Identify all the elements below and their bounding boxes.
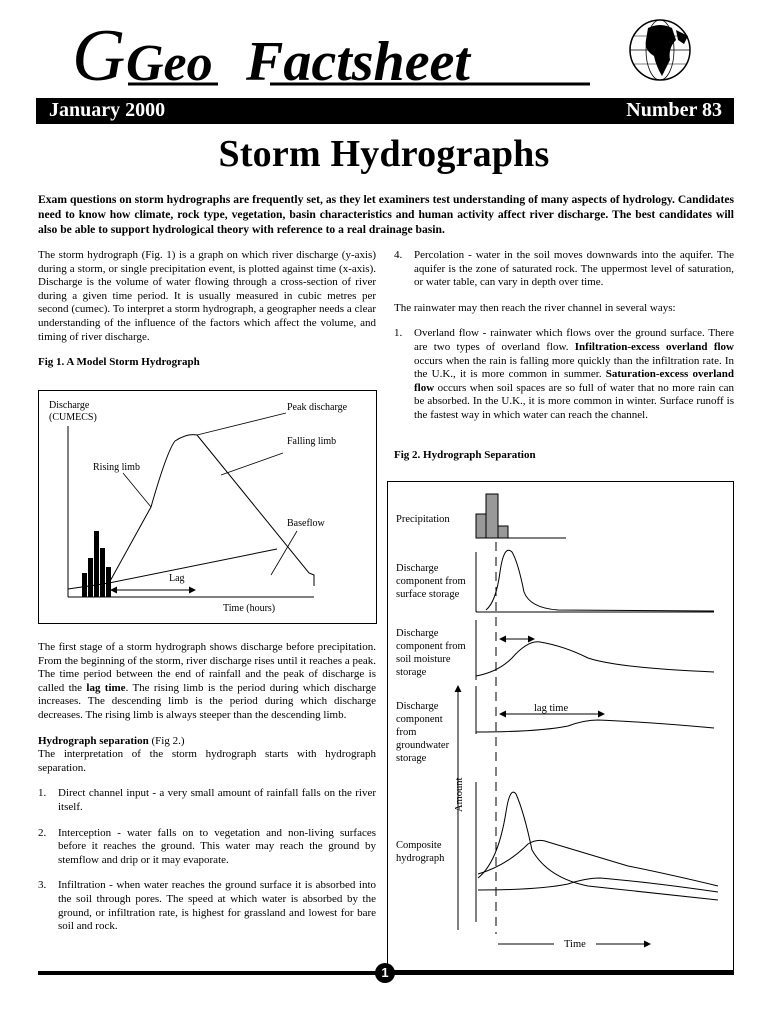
rain-bar	[82, 573, 87, 597]
fig1-lag-label: Lag	[169, 573, 185, 584]
rain-bar	[100, 548, 105, 597]
fig2-precip-label: Precipitation	[396, 514, 450, 525]
svg-text:storage: storage	[396, 667, 427, 678]
fig2-title: Fig 2. Hydrograph Separation	[394, 448, 536, 461]
issue-number: Number 83	[626, 99, 722, 121]
svg-text:groundwater: groundwater	[396, 740, 450, 751]
intro-paragraph: Exam questions on storm hydrographs are frequently set, as they let examiners test understanding of many aspects of hydrology. Candidates need to know how climate, rock type, vegetation, basin characteristics and human activity affect river discharge. The best candidates will also be able to support hydrological theory with reference to a real drainage basin.	[38, 193, 734, 236]
surface-curve	[486, 550, 714, 611]
fig1-peak-label: Peak discharge	[287, 402, 348, 413]
precip-bar	[498, 526, 508, 538]
list-item: 1. Direct channel input - a very small amount of rainfall falls on the river itself.	[38, 787, 376, 813]
masthead	[0, 0, 768, 98]
list-item: 1. Overland flow - rainwater which flows over the ground surface. There are two types of overland flow. Infiltration-excess overland flow occurs when the rain is falling more quickly than the infiltration rate. In the U.K., it is more common in summer. Saturation-excess overland flow occurs when soil spaces are so full of water that no more rain can be absorbed. In the U.K., it is more common in winter. Surface runoff is the fastest way in which water can reach the channel.	[394, 327, 734, 421]
precip-bar	[476, 514, 486, 538]
left-column-top	[38, 249, 376, 370]
page-number: 1	[375, 963, 395, 983]
svg-text:component from: component from	[396, 641, 466, 652]
precip-bar	[486, 494, 498, 538]
logo-g: G	[72, 15, 126, 97]
paragraph-channel: The rainwater may then reach the river channel in several ways:	[394, 301, 676, 314]
separation-heading: Hydrograph separation (Fig 2.)	[38, 734, 185, 747]
page-title: Storm Hydrographs	[218, 133, 550, 175]
groundwater-curve	[476, 720, 714, 732]
rain-bar	[94, 531, 99, 597]
left-column-bottom	[38, 641, 376, 934]
list-item: 2. Interception - water falls on to vegetation and non-living surfaces before it reaches the ground. This water may reach the ground by stemflow and drip or it may evaporate.	[38, 826, 376, 866]
fig1-model-storm-hydrograph	[38, 390, 377, 624]
globe-icon	[630, 20, 690, 80]
issue-date: January 2000	[49, 99, 166, 121]
list-item: 4. Percolation - water in the soil moves downwards into the aquifer. The aquifer is the zone of saturated rock. The uppermost level of saturation, or water table, can vary in depth over time.	[394, 249, 734, 289]
fig2-lagtime-label: lag time	[534, 703, 569, 714]
fig1-rising-label: Rising limb	[93, 462, 140, 473]
right-column-top	[394, 249, 734, 462]
svg-text:Composite: Composite	[396, 840, 442, 851]
baseflow-line	[109, 549, 277, 583]
fig2-time-label: Time	[564, 939, 586, 950]
svg-text:storage: storage	[396, 753, 427, 764]
logo	[0, 0, 768, 98]
rainfall-bars	[82, 531, 111, 597]
svg-text:soil moisture: soil moisture	[396, 654, 451, 665]
rain-bar	[106, 567, 111, 597]
svg-text:component: component	[396, 714, 443, 725]
paragraph-definition: The storm hydrograph (Fig. 1) is a graph on which river discharge (y-axis) during a storm, or single precipitation event, is plotted against time (x-axis). Discharge is the volume of water flowing through a cross-section of river during a given time period. It is usually measured in cubic metres per second (cumec). To interpret a storm hydrograph, a geographer needs a clear understanding of the influence of the factors which affect the volume, and timing of river discharge.	[38, 249, 376, 343]
svg-text:component from: component from	[396, 576, 466, 587]
lag-time-term: lag time	[86, 681, 126, 694]
list-item: 3. Infiltration - when water reaches the ground surface it is absorbed into the soil through pores. The speed at which water is absorbed by the ground, or infiltration rate, is highest for grassland and lowest for bare soil and rock.	[38, 879, 376, 933]
fig1-ylabel-2: (CUMECS)	[49, 412, 97, 423]
fig2-diagram	[388, 482, 735, 972]
svg-text:Discharge: Discharge	[396, 628, 439, 639]
svg-text:hydrograph: hydrograph	[396, 853, 445, 864]
fig1-title: Fig 1. A Model Storm Hydrograph	[38, 356, 200, 369]
fig1-time-label: Time (hours)	[223, 603, 276, 614]
svg-text:from: from	[396, 727, 417, 738]
separation-text: The interpretation of the storm hydrograph starts with hydrograph separation.	[38, 748, 376, 774]
composite-surface-curve	[478, 792, 718, 900]
fig2-amount-label: Amount	[454, 777, 465, 812]
soil-curve	[476, 642, 714, 676]
logo-eo: Geo	[126, 35, 213, 92]
composite-groundwater-curve	[478, 878, 718, 892]
fig1-falling-label: Falling limb	[287, 436, 337, 447]
svg-text:Discharge: Discharge	[396, 701, 439, 712]
paragraph-stages: The first stage of a storm hydrograph shows discharge before precipitation. From the beginning of the storm, river discharge rises until it reaches a peak. The time period between the end of rainfall and the peak of discharge is called the lag time. The rising limb is the period during which discharge increases. The descending limb is the period during which discharge decreases. The rising limb is always steeper than the descending limb.	[38, 641, 376, 721]
fig1-ylabel-1: Discharge	[49, 400, 90, 411]
fig1-baseflow-label: Baseflow	[287, 518, 325, 529]
svg-text:surface storage: surface storage	[396, 589, 460, 600]
rain-bar	[88, 558, 93, 597]
fig1-diagram	[39, 391, 378, 625]
date-bar	[36, 98, 734, 124]
fig2-hydrograph-separation	[387, 481, 734, 971]
composite-soil-curve	[478, 840, 718, 886]
svg-text:Discharge: Discharge	[396, 563, 439, 574]
logo-factsheet: Factsheet	[246, 31, 470, 93]
